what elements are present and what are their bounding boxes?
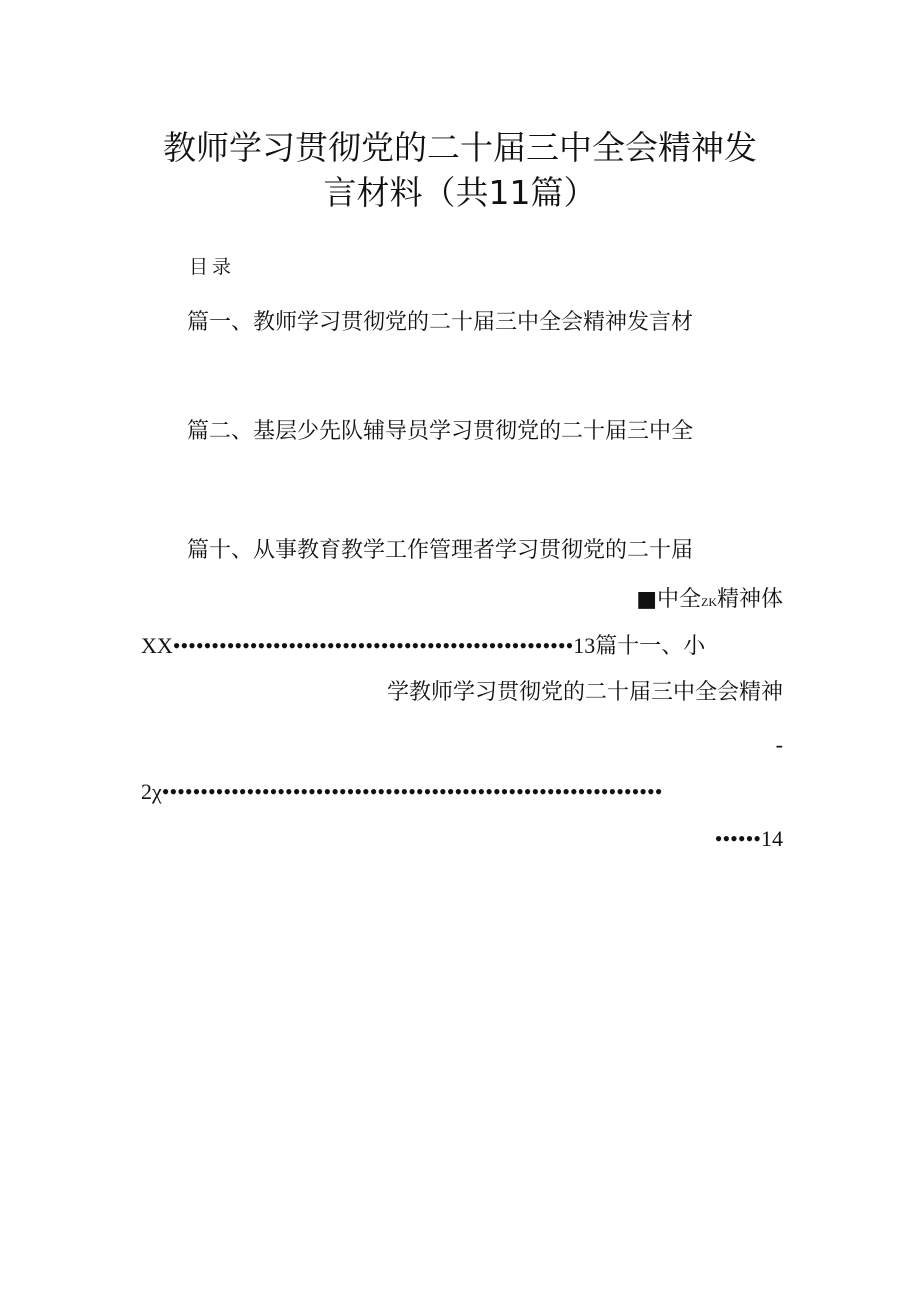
page-number-14: 14 [761, 826, 783, 851]
document-title-line-2: 言材料（共11篇） [323, 173, 597, 212]
toc-heading: 目录 [189, 256, 236, 278]
toc-fragment-1 [636, 585, 783, 617]
toc-entry-10[interactable]: 篇十、从事教育教学工作管理者学习贯彻党的二十届 [187, 538, 694, 563]
toc-leader-line-14[interactable] [715, 824, 783, 854]
fragment-1-suffix: 精神体 [716, 587, 783, 612]
fragment-1-prefix: ■中全 [636, 587, 701, 612]
leader-2-start: 2χ [141, 779, 162, 804]
toc-leader-line-13[interactable] [141, 631, 783, 662]
leader-start: XX [141, 633, 173, 658]
toc-entry-11-continued: 学教师学习贯彻党的二十届三中全会精神 [386, 680, 783, 705]
fragment-1-small: ZK [700, 595, 717, 609]
leader-2-dots: ••••••••••••••••••••••••••••••••••••••••••••••••••••••••••••••••• [161, 779, 663, 804]
leader-dots: •••••••••••••••••••••••••••••••••••••••••••••••••••• [172, 633, 574, 658]
document-title-line-1: 教师学习贯彻党的二十届三中全会精神发 [163, 128, 757, 167]
toc-leader-line-2x[interactable] [141, 777, 783, 807]
page-number-13: 13 [573, 633, 596, 658]
toc-entry-1[interactable]: 篇一、教师学习贯彻党的二十届三中全会精神发言材 [187, 310, 694, 335]
toc-entry-2[interactable]: 篇二、基层少先队辅导员学习贯彻党的二十届三中全 [187, 419, 694, 444]
toc-entry-11-start: 篇十一、小 [595, 634, 706, 659]
leader-3-dots: •••••• [714, 826, 761, 851]
hyphen-fragment: - [775, 732, 783, 757]
